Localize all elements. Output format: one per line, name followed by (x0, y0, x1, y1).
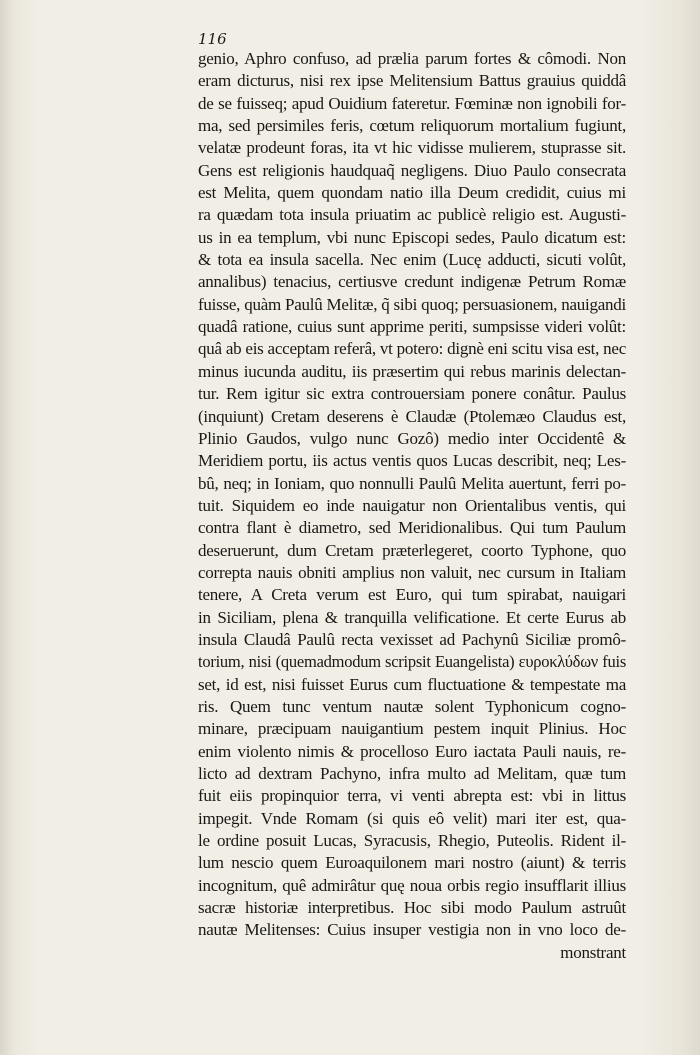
text-block (198, 48, 626, 964)
text-line: annalibus) tenacius, certiusve credunt indigenæ Petrum Romæ (198, 272, 626, 292)
text-line: lum nescio quem Euroaquilonem mari nostro (aiunt) & terris (198, 853, 626, 873)
text-line: correpta nauis obniti amplius non valuit, nec cursum in Italiam (198, 562, 626, 582)
text-line: ma, sed persimiles feris, cœtum reliquorum mortalium fugiunt, (198, 116, 626, 136)
text-line: quadâ ratione, cuius sunt apprime periti, sumpsisse videri volût: (198, 317, 626, 337)
text-line: tur. Rem igitur sic extra controuersiam ponere conâtur. Paulus (198, 384, 626, 404)
text-line: Gens est religionis haudquaq̃ negligens. Diuo Paulo consecrata (198, 160, 626, 180)
text-line: & tota ea insula sacella. Nec enim (Lucę adducti, sicuti volût, (198, 250, 626, 270)
text-line: le ordine posuit Lucas, Syracusis, Rhegio, Puteolis. Rident il- (198, 831, 626, 851)
text-line: set, id est, nisi fuisset Eurus cum fluctuatione & tempestate ma (198, 674, 626, 694)
text-line: insula Claudâ Paulû recta vexisset ad Pachynû Siciliæ promô- (198, 629, 626, 649)
text-line: deseruerunt, dum Cretam præterlegeret, coorto Typhone, quo (198, 540, 626, 560)
text-line: incognitum, quê admirâtur quę noua orbis regio insufflarit illius (198, 875, 626, 895)
text-line: minus iucunda auditu, iis præsertim qui rebus marinis delectan- (198, 361, 626, 381)
text-line: (inquiunt) Cretam deserens è Claudæ (Ptolemæo Claudus est, (198, 406, 626, 426)
text-line: Meridiem portu, iis actus ventis quos Lucas describit, neq; Les- (198, 451, 626, 471)
text-line: Plinio Gaudos, vulgo nunc Gozô) medio inter Occidentê & (198, 428, 626, 448)
text-line: est Melita, quem quondam natio illa Deum credidit, cuius mi (198, 183, 626, 203)
text-line: enim violento nimis & procelloso Euro iactata Pauli nauis, re- (198, 741, 626, 761)
text-line: tenere, A Creta verum est Euro, qui tum spirabat, nauigari (198, 585, 626, 605)
text-line: ris. Quem tunc ventum nautæ solent Typhonicum cogno- (198, 696, 626, 716)
text-line: minare, præcipuam nauigantium pestem inquit Plinius. Hoc (198, 719, 626, 739)
catchword: monstrant (560, 942, 626, 962)
text-line: de se fuisseq; apud Ouidium fateretur. Fœminæ non ignobili for- (198, 93, 626, 113)
text-line: sacræ historiæ interpretibus. Hoc sibi modo Paulum astruût (198, 898, 626, 918)
text-line: velatæ prodeunt foras, ita vt hic vidisse mulierem, stuprasse sit. (198, 138, 626, 158)
text-line: us in ea templum, vbi nunc Episcopi sedes, Paulo dicatum est: (198, 227, 626, 247)
text-line: tuit. Siquidem eo inde nauigatur non Orientalibus ventis, qui (198, 495, 626, 515)
text-line: nautæ Melitenses: Cuius insuper vestigia non in vno loco de- (198, 920, 626, 940)
text-line: in Siciliam, plena & tranquilla velificatione. Et certe Eurus ab (198, 607, 626, 627)
text-line: torium, nisi (quemadmodum scripsit Euangelista) ευροκλύδων fuis (198, 652, 626, 672)
text-line: licto ad dextram Pachyno, infra multo ad Melitam, quæ tum (198, 764, 626, 783)
text-line: contra flant è diametro, sed Meridionalibus. Qui tum Paulum (198, 518, 626, 538)
text-line: impegit. Vnde Romam (si quis eô velit) mari iter est, qua- (198, 808, 626, 828)
page-number: 116 (198, 30, 227, 48)
text-line: quâ ab eis acceptam referâ, vt potero: dignè eni scitu visa est, nec (198, 339, 626, 359)
text-line: fuit eiis propinquior terra, vi venti abrepta est: vbi in littus (198, 786, 626, 806)
text-line: eram dicturus, nisi rex ipse Melitensium Battus grauius quiddâ (198, 71, 626, 91)
text-line: bû, neq; in Ioniam, quo nonnulli Paulû Melita auertunt, ferri po- (198, 473, 626, 493)
text-line: genio, Aphro confuso, ad prælia parum fortes & cômodi. Non (198, 49, 626, 68)
text-line: fuisse, quàm Paulû Melitæ, q̃ sibi quoq; persuasionem, nauigandi (198, 294, 626, 314)
text-line: ra quædam tota insula priuatim ac publicè religio est. Augusti- (198, 205, 626, 225)
